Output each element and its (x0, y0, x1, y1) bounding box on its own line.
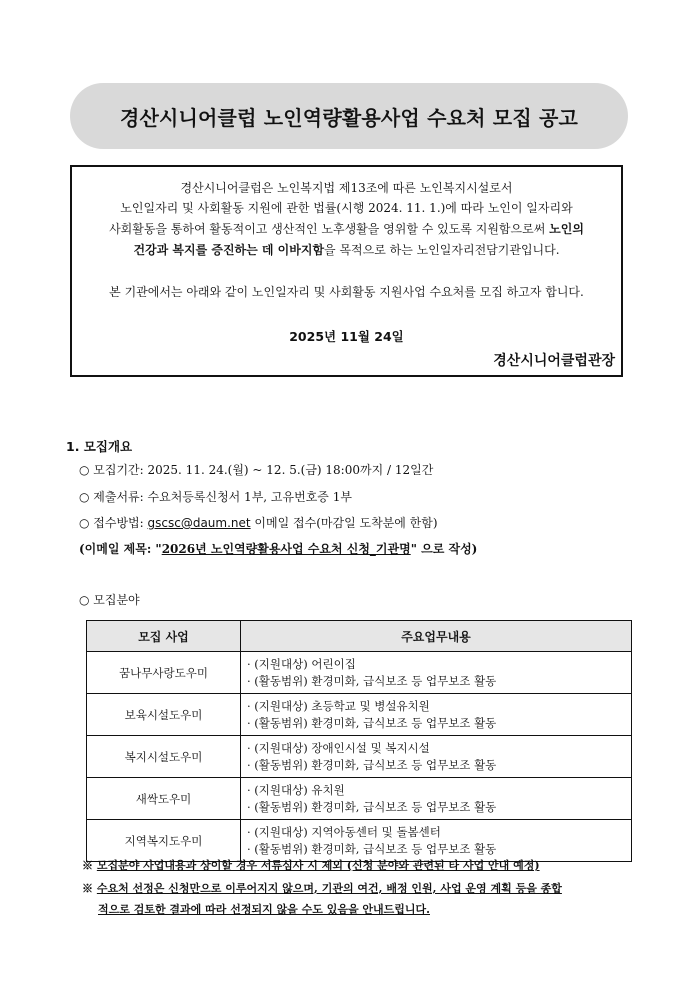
title-banner (70, 83, 628, 149)
email-subject-text: 2026년 노인역량활용사업 수요처 신청_기관명 (161, 542, 411, 556)
intro-line-3: 사회활동을 통하여 활동적이고 생산적인 노후생활을 영위할 수 있도록 지원함으로써 노인의 (109, 222, 584, 236)
col-header-program: 모집 사업 (87, 621, 241, 652)
col-header-duties: 주요업무내용 (241, 621, 632, 652)
intro-line-1: 경산시니어클럽은 노인복지법 제13조에 따른 노인복지시설로서 (180, 181, 513, 195)
announcement-date: 2025년 11월 24일 (289, 329, 404, 344)
program-name: 복지시설도우미 (87, 736, 241, 778)
email-subject: (이메일 제목: "2026년 노인역량활용사업 수요처 신청_기관명" 으로 작성) (79, 542, 478, 556)
signature: 경산시니어클럽관장 (493, 353, 615, 369)
program-duties: · (지원대상) 초등학교 및 병설유치원 · (활동범위) 환경미화, 급식보조 등 업무보조 활동 (241, 694, 632, 736)
intro-line-5: 본 기관에서는 아래와 같이 노인일자리 및 사회활동 지원사업 수요처를 모집 하고자 합니다. (109, 285, 584, 299)
table-row (87, 694, 632, 736)
intro-bold-1: 노인의 (549, 222, 584, 236)
program-duties: · (지원대상) 유치원 · (활동범위) 환경미화, 급식보조 등 업무보조 활동 (241, 778, 632, 820)
program-name: 새싹도우미 (87, 778, 241, 820)
submit-method: ○ 접수방법: gscsc@daum.net 이메일 접수(마감일 도착분에 한함) (79, 516, 438, 530)
program-name: 꿈나무사랑도우미 (87, 652, 241, 694)
table-row (87, 736, 632, 778)
program-duties: · (지원대상) 어린이집 · (활동범위) 환경미화, 급식보조 등 업무보조 활동 (241, 652, 632, 694)
table-header-row (87, 621, 632, 652)
recruit-period: ○ 모집기간: 2025. 11. 24.(월) ~ 12. 5.(금) 18:00까지 / 12일간 (79, 463, 434, 477)
program-name: 지역복지도우미 (87, 820, 241, 862)
table-row (87, 778, 632, 820)
table-row (87, 652, 632, 694)
page-title: 경산시니어클럽 노인역량활용사업 수요처 모집 공고 (119, 105, 579, 130)
note-1: ※ 모집분야 사업내용과 상이할 경우 서류심사 시 제외 (신청 분야와 관련된 타 사업 안내 예정) (82, 859, 540, 872)
email-link[interactable]: gscsc@daum.net (147, 516, 251, 530)
intro-line-2: 노인일자리 및 사회활동 지원에 관한 법률(시행 2024. 11. 1.)에 따라 노인이 일자리와 (120, 201, 573, 215)
intro-line-4: 건강과 복지를 증진하는 데 이바지함을 목적으로 하는 노인일자리전담기관입니다. (133, 243, 560, 257)
note-2-continued: 적으로 검토한 결과에 따라 선정되지 않을 수도 있음을 안내드립니다. (98, 903, 430, 916)
fields-heading: ○ 모집분야 (79, 593, 140, 607)
table-row (87, 820, 632, 862)
intro-bold-2: 건강과 복지를 증진하는 데 이바지함 (133, 243, 325, 257)
intro-box (70, 165, 623, 377)
submit-docs: ○ 제출서류: 수요처등록신청서 1부, 고유번호증 1부 (79, 490, 352, 504)
note-2: ※ 수요처 선정은 신청만으로 이루어지지 않으며, 기관의 여건, 배정 인원, 사업 운영 계획 등을 종합 (82, 882, 562, 895)
fields-table (86, 620, 632, 862)
program-duties: · (지원대상) 장애인시설 및 복지시설 · (활동범위) 환경미화, 급식보조 등 업무보조 활동 (241, 736, 632, 778)
program-name: 보육시설도우미 (87, 694, 241, 736)
program-duties: · (지원대상) 지역아동센터 및 돌봄센터 · (활동범위) 환경미화, 급식보조 등 업무보조 활동 (241, 820, 632, 862)
section-1-heading: 1. 모집개요 (66, 439, 133, 454)
